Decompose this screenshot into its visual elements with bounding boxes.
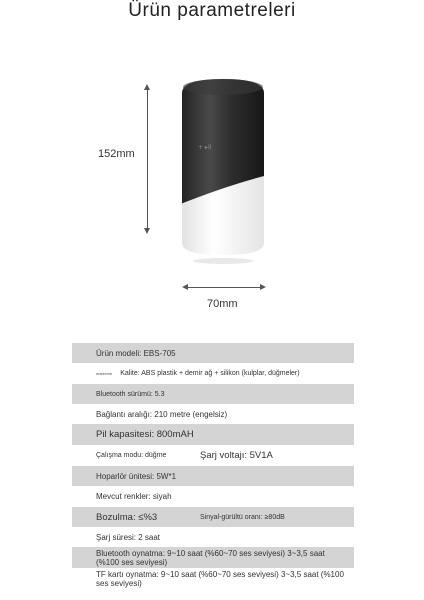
spec-row-bluetooth bbox=[72, 384, 354, 404]
spec-range: Bağlantı aralığı: 210 metre (engelsiz) bbox=[96, 409, 228, 419]
spec-row-battery bbox=[72, 424, 354, 445]
spec-table bbox=[72, 343, 354, 589]
spec-speaker: Hoparlör ünitesi: 5W*1 bbox=[96, 471, 177, 481]
spec-row-material bbox=[72, 363, 354, 384]
spec-colors: Mevcut renkler: siyah bbox=[96, 492, 172, 501]
spec-row-distortion bbox=[72, 507, 354, 527]
speaker-product-image bbox=[178, 75, 268, 265]
spec-tf-play: TF kartı oynatma: 9~10 saat (%60~70 ses seviyesi) 3~3,5 saat (%100 ses seviyesi) bbox=[96, 569, 344, 588]
spec-row-bt-play bbox=[72, 547, 354, 568]
page-title: Ürün parametreleri bbox=[128, 0, 296, 21]
spec-row-tf-play bbox=[72, 568, 354, 589]
spec-distortion: Bozulma: ≤%3 bbox=[96, 511, 158, 523]
spec-row-model bbox=[72, 343, 354, 363]
spec-snr: Sinyal-gürültü oranı: ≥80dB bbox=[200, 513, 285, 521]
width-dimension-arrow bbox=[184, 287, 264, 288]
spec-material: Kalite: ABS plastik + demir ağ + silikon (kulplar, düğmeler) bbox=[120, 370, 300, 377]
height-dimension-arrow bbox=[147, 86, 148, 232]
svg-text:+ ▸II: + ▸II bbox=[198, 144, 212, 151]
spec-row-speaker bbox=[72, 466, 354, 486]
spec-mode: Çalışma modu: düğme bbox=[96, 452, 167, 459]
spec-battery: Pil kapasitesi: 800mAH bbox=[96, 429, 194, 440]
spec-charge-voltage: Şarj voltajı: 5V1A bbox=[200, 450, 273, 461]
spec-row-range bbox=[72, 404, 354, 424]
spec-bluetooth: Bluetooth sürümü: 5.3 bbox=[96, 390, 165, 398]
spec-model: Ürün modeli: EBS-705 bbox=[96, 348, 176, 358]
width-dimension-label: 70mm bbox=[207, 298, 238, 310]
spec-bt-play: Bluetooth oynatma: 9~10 saat (%60~70 ses seviyesi) 3~3,5 saat (%100 ses seviyesi) bbox=[96, 548, 325, 567]
height-dimension-label: 152mm bbox=[98, 148, 135, 160]
spec-material-tag: malzeme bbox=[96, 371, 113, 376]
spec-charge-time: Şarj süresi: 2 saat bbox=[96, 532, 161, 542]
spec-row-mode bbox=[72, 445, 354, 466]
spec-row-charge-time bbox=[72, 527, 354, 547]
spec-row-colors bbox=[72, 486, 354, 507]
